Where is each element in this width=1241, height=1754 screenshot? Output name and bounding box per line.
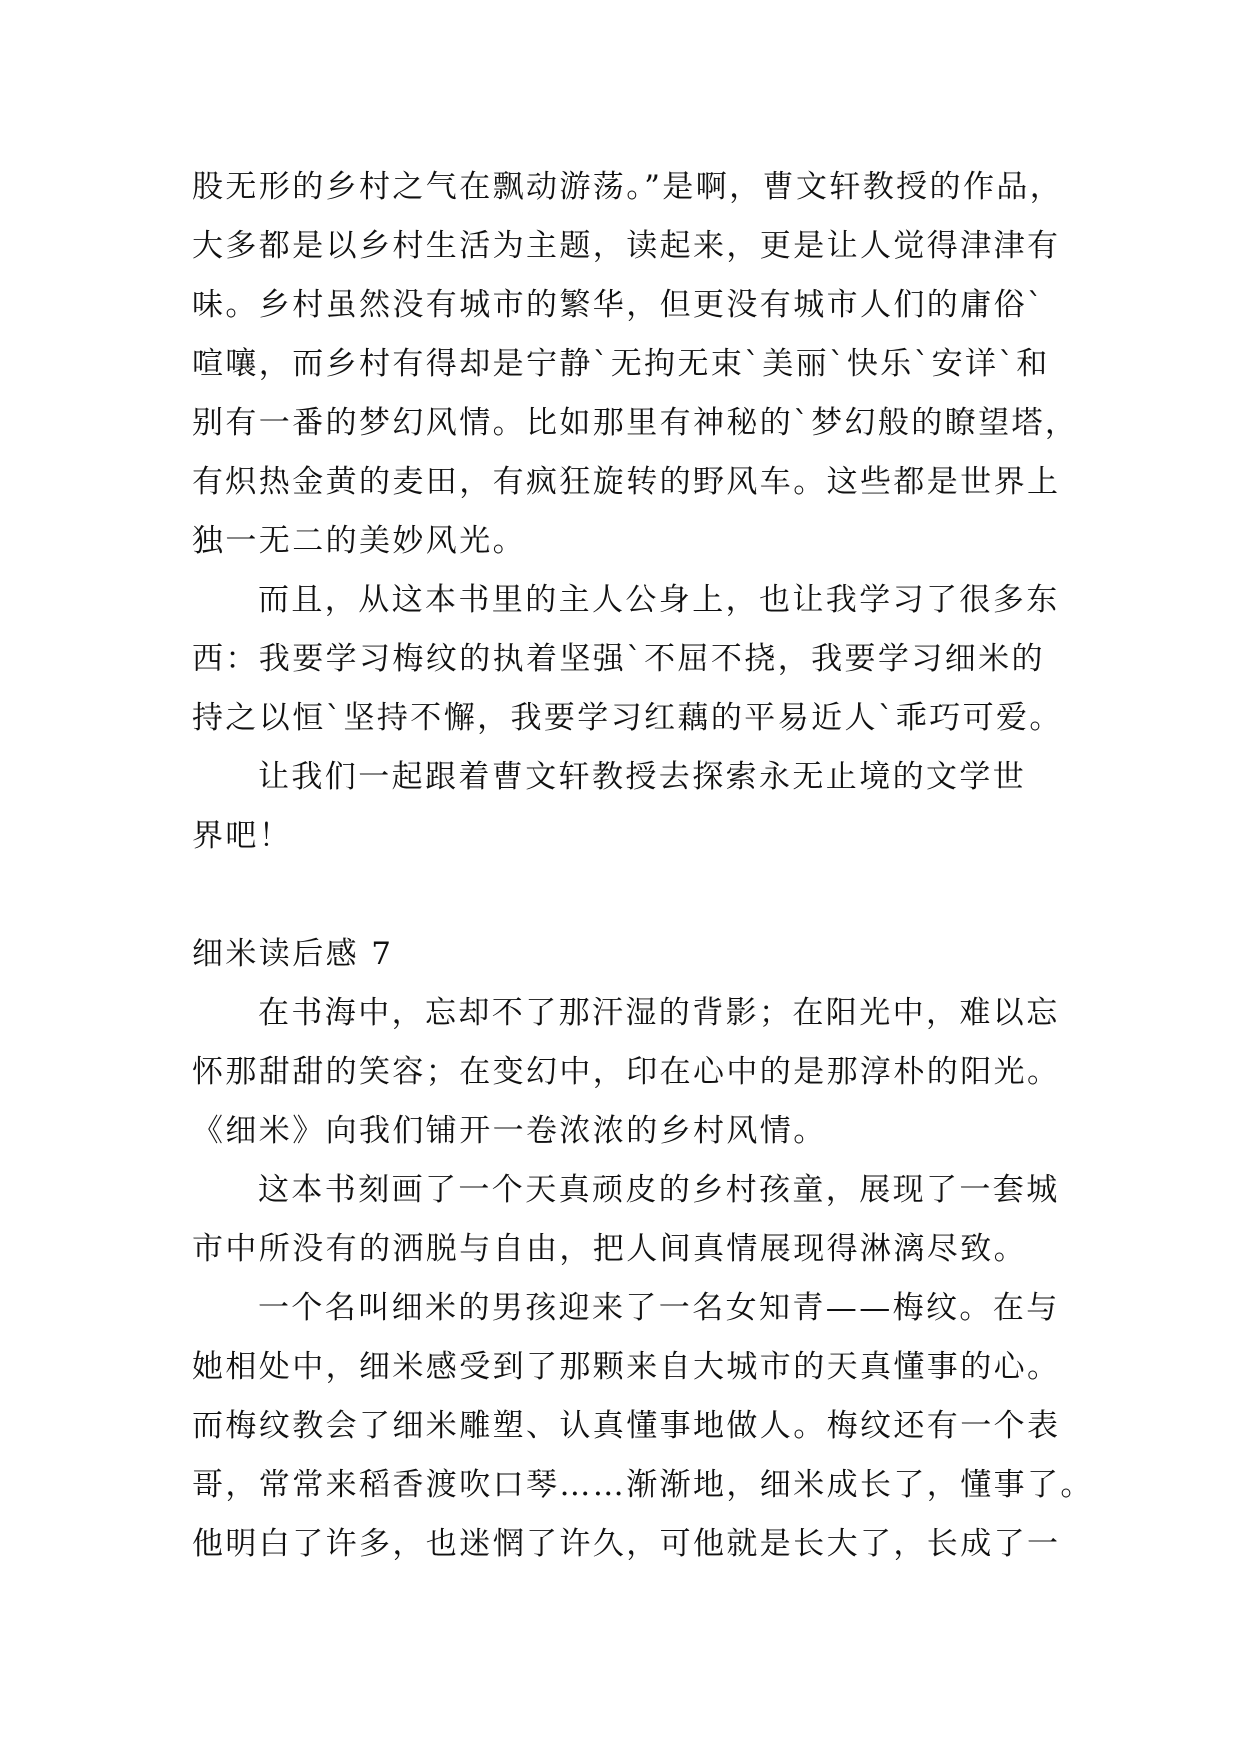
text-line: 大多都是以乡村生活为主题，读起来，更是让人觉得津津有: [192, 228, 1061, 264]
text-line: 持之以恒`坚持不懈，我要学习红藕的平易近人`乖巧可爱。: [192, 700, 1063, 736]
text-line: 哥，常常来稻香渡吹口琴……渐渐地，细米成长了，懂事了。: [192, 1467, 1094, 1503]
text-line: 市中所没有的洒脱与自由，把人间真情展现得淋漓尽致。: [192, 1231, 1027, 1267]
text-line: 而且，从这本书里的主人公身上，也让我学习了很多东: [258, 582, 1060, 618]
paragraph-closing: [192, 748, 1052, 866]
text-line: 她相处中，细米感受到了那颗来自大城市的天真懂事的心。: [192, 1349, 1061, 1385]
text-line: 怀那甜甜的笑容；在变幻中，印在心中的是那淳朴的阳光。: [192, 1054, 1061, 1090]
text-line: 喧嚷，而乡村有得却是宁静`无拘无束`美丽`快乐`安详`和: [192, 346, 1050, 382]
text-line: 独一无二的美妙风光。: [192, 523, 526, 559]
paragraph-lessons-learned: [192, 571, 1063, 748]
document-body: [192, 158, 1094, 1574]
text-line: 别有一番的梦幻风情。比如那里有神秘的`梦幻般的瞭望塔，: [192, 405, 1079, 441]
text-line: 味。乡村虽然没有城市的繁华，但更没有城市人们的庸俗`: [192, 287, 1045, 323]
paragraph-rural-charm: [192, 158, 1079, 571]
paragraph-story: [192, 1279, 1094, 1574]
section-heading: 细米读后感 7: [192, 936, 394, 972]
text-line: 让我们一起跟着曹文轩教授去探索永无止境的文学世: [258, 759, 1027, 795]
paragraph-book-summary: [192, 1161, 1060, 1279]
paragraph-intro: [192, 984, 1061, 1161]
text-line: 一个名叫细米的男孩迎来了一名女知青——梅纹。在与: [258, 1290, 1060, 1326]
text-line: 而梅纹教会了细米雕塑、认真懂事地做人。梅纹还有一个表: [192, 1408, 1061, 1444]
text-line: 在书海中，忘却不了那汗湿的背影；在阳光中，难以忘: [258, 995, 1060, 1031]
text-line: 有炽热金黄的麦田，有疯狂旋转的野风车。这些都是世界上: [192, 464, 1061, 500]
section-spacer: [192, 866, 1052, 925]
text-line: 《细米》向我们铺开一卷浓浓的乡村风情。: [192, 1113, 827, 1149]
text-line: 这本书刻画了一个天真顽皮的乡村孩童，展现了一套城: [258, 1172, 1060, 1208]
text-line: 界吧！: [192, 818, 293, 854]
text-line: 他明白了许多，也迷惘了许久，可他就是长大了，长成了一: [192, 1526, 1061, 1562]
text-line: 西：我要学习梅纹的执着坚强`不屈不挠，我要学习细米的: [192, 641, 1045, 677]
text-line: 股无形的乡村之气在飘动游荡。”是啊，曹文轩教授的作品，: [192, 169, 1064, 205]
